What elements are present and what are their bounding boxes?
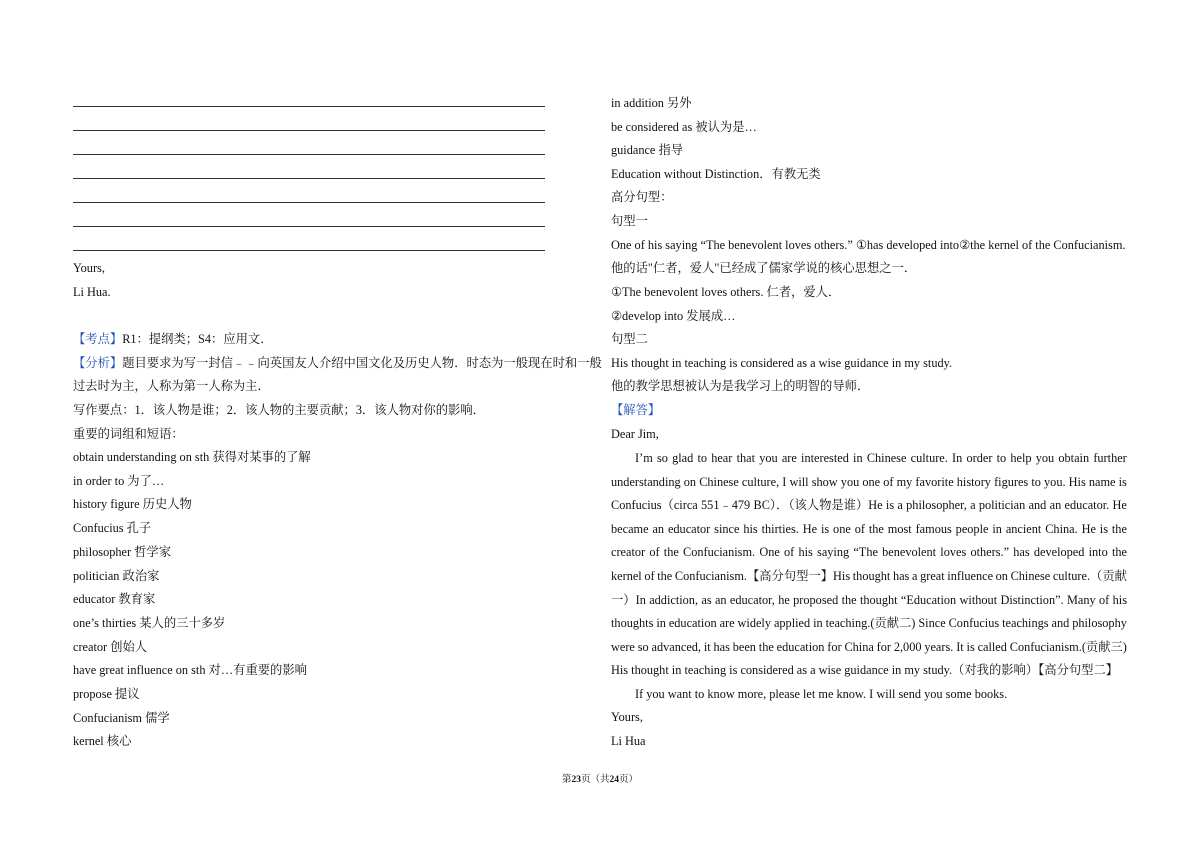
answer-blank-line — [73, 202, 545, 203]
letter-word: and — [1051, 616, 1070, 631]
letter-word: is — [820, 521, 830, 536]
letter-word: name — [1088, 474, 1116, 489]
letter-word: Confucius（circa — [611, 498, 698, 513]
jieda-tag: 【解答】 — [611, 403, 661, 417]
letter-word: is — [1118, 474, 1127, 489]
letter-word: the — [1111, 521, 1127, 536]
pattern1-note-1: ①The benevolent loves others. 仁者，爱人． — [611, 285, 841, 299]
letter-word: ancient — [1005, 521, 1042, 536]
letter-word: He — [1112, 498, 1127, 513]
signature: Li Hua. — [73, 285, 111, 299]
letter-word: one — [833, 521, 851, 536]
letter-line — [611, 640, 1127, 655]
letter-word: of — [644, 569, 655, 583]
letter-word: will — [789, 474, 809, 489]
letter-word: of — [784, 545, 795, 560]
letter-word: for — [827, 639, 842, 654]
letter-word: “Education — [900, 592, 957, 607]
letter-word: history — [956, 474, 991, 489]
phrase-item: Education without Distinction．有教无类 — [611, 167, 821, 182]
answer-blank-line — [73, 130, 545, 131]
letter-word: I — [782, 474, 787, 489]
answer-blank-line — [73, 178, 545, 179]
letter-word: so — [656, 451, 668, 465]
letter-word: order — [966, 451, 993, 465]
letter-word: were — [611, 639, 635, 654]
letter-closing: Yours, — [611, 710, 643, 724]
letter-word: favorite — [915, 474, 954, 489]
letter-word: “The — [853, 545, 878, 560]
letter-word: and — [1028, 498, 1047, 513]
letter-word: been — [732, 639, 756, 654]
letter-greeting: Dear Jim, — [611, 427, 659, 441]
letter-word: you — [759, 451, 778, 465]
letter-word: BC）．（该人物是谁）He — [753, 498, 883, 513]
letter-word: applied — [773, 616, 811, 631]
letter-word: It — [956, 639, 964, 654]
letter-word: thought — [859, 592, 898, 607]
letter-word: Since — [918, 616, 946, 631]
answer-blank-line — [73, 226, 545, 227]
pattern2-english: His thought in teaching is considered as a wise guidance in my study. — [611, 356, 953, 370]
letter-word: advanced, — [651, 639, 701, 654]
letter-word: without — [959, 592, 998, 607]
letter-word: you — [1035, 451, 1055, 465]
letter-word: educator, — [729, 592, 775, 607]
letter-word: a — [897, 498, 903, 513]
letter-word: I’m — [635, 451, 653, 465]
letter-word: politician — [978, 498, 1026, 513]
letter-word: to — [996, 451, 1007, 465]
letter-word: years. — [924, 639, 954, 654]
letter-word: understanding — [611, 474, 681, 489]
letter-word: he — [778, 592, 790, 607]
letter-word: are — [781, 451, 797, 465]
letter-word: has — [892, 569, 910, 583]
letter-line — [611, 616, 1127, 631]
letter-word: 551﹣479 — [701, 498, 751, 513]
phrase-item: philosopher 哲学家 — [73, 544, 172, 559]
letter-word: is — [1099, 521, 1108, 536]
phrase-item: have great influence on sth 对…有重要的影响 — [73, 663, 307, 678]
letter-word: the — [657, 569, 673, 583]
letter-word: His — [1068, 474, 1086, 489]
letter-word: the — [1111, 545, 1127, 560]
letter-word: in — [992, 521, 1002, 536]
page-footer — [0, 774, 1200, 786]
answer-blank-line — [73, 106, 545, 107]
phrase-item: one’s thirties 某人的三十多岁 — [73, 615, 226, 630]
letter-word: great — [920, 569, 945, 583]
letter-word: China. — [1045, 521, 1078, 536]
phrase-item: guidance 指导 — [611, 143, 684, 158]
letter-word: kernel — [611, 569, 642, 583]
letter-word: show — [811, 474, 838, 489]
phrase-item: creator 创始人 — [73, 639, 148, 654]
letter-word: his — [798, 545, 813, 560]
letter-word: Confucius — [948, 616, 1000, 631]
phrase-item: obtain understanding on sth 获得对某事的了解 — [73, 450, 311, 464]
writing-points: 写作要点：1．该人物是谁；2．该人物的主要贡献；3．该人物对你的影响． — [73, 403, 485, 417]
letter-word: obtain — [1058, 451, 1090, 465]
letter-word: benevolent — [882, 545, 937, 560]
letter-word: 一）In — [611, 592, 646, 607]
letter-word: interested — [801, 451, 849, 465]
pattern1-title: 句型一 — [611, 214, 648, 228]
letter-word: the — [663, 545, 679, 560]
letter-word: for — [876, 639, 891, 654]
kaodian-text: R1：提纲类；S4：应用文． — [122, 332, 273, 346]
letter-word: to — [697, 451, 708, 465]
letter-line — [611, 545, 1127, 560]
letter-word: One — [759, 545, 780, 560]
letter-word: further — [1093, 451, 1127, 465]
letter-word: philosophy — [1072, 616, 1127, 631]
letter-word: since — [714, 521, 740, 536]
phrase-item: Confucianism 儒学 — [73, 710, 170, 725]
letter-line — [611, 522, 1127, 537]
letter-line — [611, 593, 1127, 608]
phrase-item: in addition 另外 — [611, 96, 692, 110]
letter-word: He — [1081, 521, 1096, 536]
letter-word: into — [1088, 545, 1108, 560]
letter-word: an — [1049, 498, 1062, 513]
letter-word: educator — [667, 521, 711, 536]
phrase-item: politician 政治家 — [73, 568, 160, 583]
gaofen-title: 高分句型： — [611, 190, 673, 204]
letter-word: the — [841, 592, 857, 607]
letter-word: culture. — [910, 451, 948, 465]
letter-word: an — [714, 592, 727, 607]
letter-word: people — [955, 521, 989, 536]
letter-line — [611, 498, 1127, 513]
phrase-item: history figure 历史人物 — [73, 497, 192, 512]
letter-paragraph-2: If you want to know more, please let me know. I will send you some books. — [635, 687, 1008, 701]
letter-word: saying — [817, 545, 850, 560]
footer-suffix: 页） — [619, 775, 639, 785]
letter-word: creator — [611, 545, 646, 560]
phrase-item: propose 提议 — [73, 687, 140, 701]
kaodian — [73, 332, 273, 347]
letter-word: figures — [994, 474, 1029, 489]
letter-word: of — [649, 545, 660, 560]
pattern2-chinese: 他的教学思想被认为是我学习上的明智的导师． — [611, 379, 870, 393]
letter-word: has — [713, 639, 730, 654]
letter-word: a — [911, 569, 918, 583]
kaodian-tag: 【考点】 — [73, 332, 123, 346]
letter-word: culture.（贡献 — [1052, 569, 1127, 583]
letter-word: loves — [940, 545, 967, 560]
letter-word: my — [896, 474, 913, 489]
fenxi-text: 题目要求为写一封信﹣﹣向英国友人介绍中国文化及历史人物．时态为一般现在时和一般 — [122, 356, 602, 370]
letter-word: the — [868, 521, 884, 536]
letter-word: an — [652, 521, 665, 536]
letter-word: became — [611, 521, 649, 536]
letter-word: Chinese — [1010, 569, 1051, 583]
letter-word: thought — [852, 569, 891, 583]
answer-blank-line — [73, 250, 545, 251]
letter-word: education — [776, 639, 825, 654]
letter-word: has — [1013, 545, 1030, 560]
letter-word: it — [703, 639, 711, 654]
letter-word: widely — [737, 616, 771, 631]
letter-word: famous — [915, 521, 952, 536]
phrase-item: educator 教育家 — [73, 592, 156, 607]
letter-word: his — [743, 521, 758, 536]
phrase-item: Confucius 孔子 — [73, 521, 152, 536]
letter-line — [635, 451, 1127, 466]
answer-blank-line — [73, 154, 545, 155]
footer-mid: 页（共 — [580, 775, 610, 785]
letter-word: one — [862, 474, 881, 489]
letter-word: help — [1010, 451, 1032, 465]
pattern2-title: 句型二 — [611, 332, 648, 346]
letter-word: in — [813, 616, 823, 631]
letter-word: In — [952, 451, 963, 465]
phrase-item: in order to 为了… — [73, 473, 165, 488]
letter-word: teachings — [1002, 616, 1049, 631]
letter-word: his — [1112, 592, 1127, 607]
letter-word: to — [1031, 474, 1041, 489]
letter-word: called — [977, 639, 1007, 654]
letter-word: proposed — [793, 592, 839, 607]
letter-word: Chinese — [866, 451, 907, 465]
letter-word: glad — [672, 451, 694, 465]
letter-word: so — [637, 639, 649, 654]
letter-line — [611, 475, 1127, 490]
letter-word: are — [719, 616, 735, 631]
letter-word: He — [802, 521, 818, 536]
letter-word: on — [995, 569, 1008, 583]
page-number: 23 — [571, 775, 581, 785]
page-total: 24 — [609, 775, 619, 785]
letter-word: 2,000 — [893, 639, 922, 654]
letter-word: developed — [1033, 545, 1085, 560]
footer-prefix: 第 — [561, 775, 572, 785]
letter-word: Chinese — [699, 474, 739, 489]
letter-word: that — [736, 451, 756, 465]
letter-signature: Li Hua — [611, 734, 646, 748]
letter-word: is — [885, 498, 895, 513]
closing-yours: Yours, — [73, 261, 105, 275]
letter-word: hear — [711, 451, 733, 465]
letter-word: influence — [947, 569, 994, 583]
pattern1-english: One of his saying “The benevolent loves others.” ①has developed into②the kernel of the Confucianism. — [611, 238, 1126, 252]
letter-word: thoughts — [611, 616, 654, 631]
fenxi-line-1 — [73, 356, 602, 371]
letter-word: of — [883, 474, 894, 489]
letter-last-line: His thought in teaching is considered as a wise guidance in my study.（对我的影响）【高分句型二】 — [611, 663, 1119, 677]
letter-word: a — [970, 498, 976, 513]
letter-word: you — [840, 474, 860, 489]
letter-word: culture, — [741, 474, 780, 489]
letter-word: educator. — [1064, 498, 1110, 513]
letter-word: education — [668, 616, 717, 631]
letter-word: in — [656, 616, 666, 631]
letter-word: is — [966, 639, 975, 654]
letter-word: addiction, — [649, 592, 699, 607]
fenxi-tag: 【分析】 — [73, 356, 123, 370]
phrase-item: kernel 核心 — [73, 734, 132, 749]
pattern1-chinese: 他的话"仁者，爱人"已经成了儒家学说的核心思想之一． — [611, 261, 917, 275]
letter-word: Confucianism. — [683, 545, 756, 560]
letter-word: as — [701, 592, 712, 607]
letter-word: you. — [1044, 474, 1066, 489]
letter-word: Confucianism.(贡献三) — [1009, 639, 1127, 654]
letter-word: the — [758, 639, 774, 654]
letter-word: China — [844, 639, 874, 654]
letter-word: Distinction”. — [1000, 592, 1064, 607]
letter-word: most — [887, 521, 912, 536]
letter-word: others.” — [970, 545, 1010, 560]
phrases-title: 重要的词组和短语： — [73, 427, 184, 441]
letter-word: on — [683, 474, 697, 489]
letter-word: in — [853, 451, 863, 465]
phrase-item: be considered as 被认为是… — [611, 119, 757, 134]
pattern1-note-2: ②develop into 发展成… — [611, 309, 736, 323]
letter-word: thirties. — [761, 521, 799, 536]
letter-word: Many — [1066, 592, 1096, 607]
letter-word: Confucianism.【高分句型一】His — [674, 569, 851, 583]
fenxi-line-2: 过去时为主，人称为第一人称为主． — [73, 379, 270, 393]
letter-word: teaching.(贡献二) — [825, 616, 916, 631]
letter-word: philosopher, — [906, 498, 967, 513]
letter-word: of — [1099, 592, 1110, 607]
letter-line — [611, 569, 1127, 584]
letter-word: of — [854, 521, 865, 536]
